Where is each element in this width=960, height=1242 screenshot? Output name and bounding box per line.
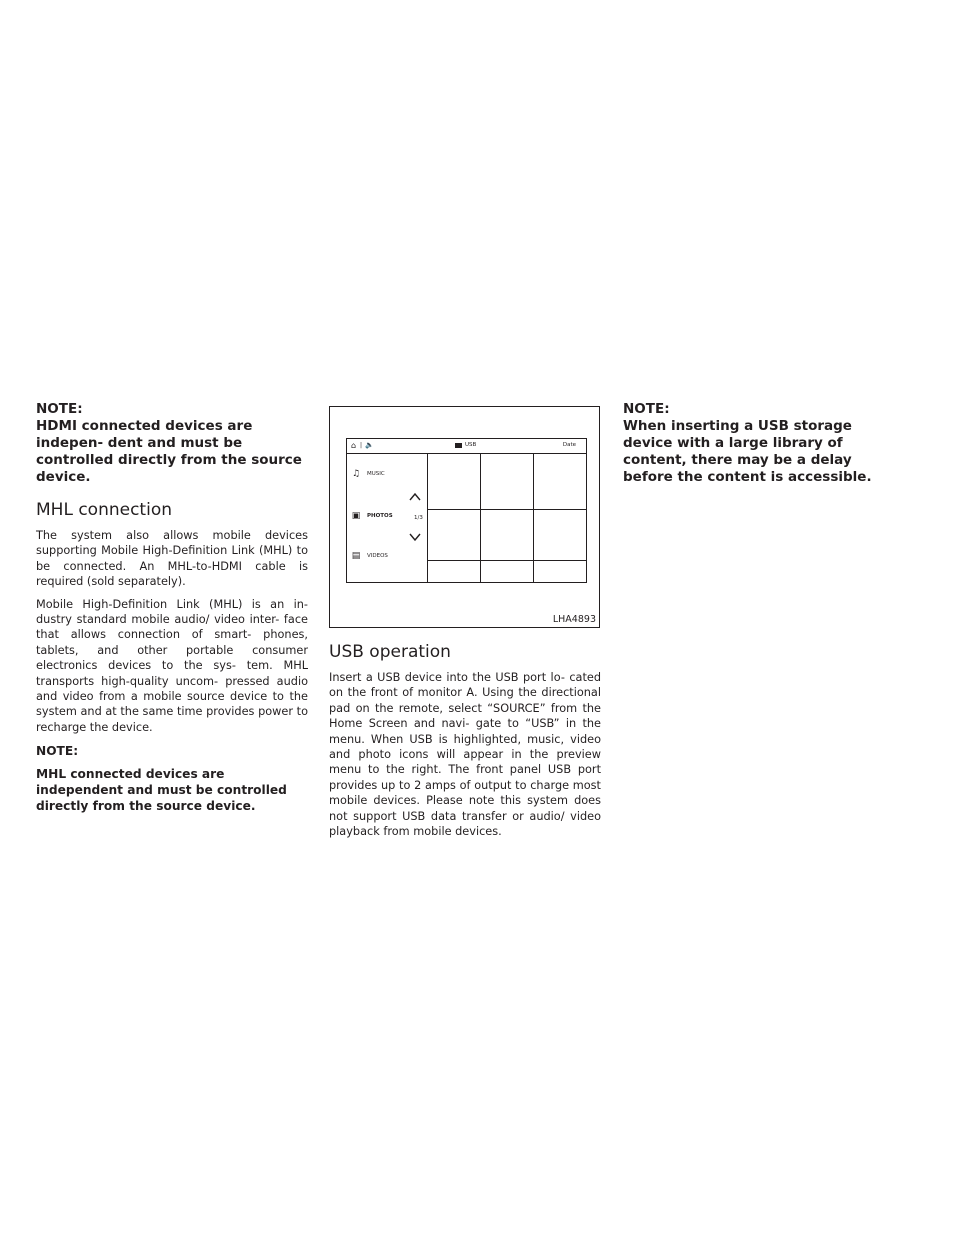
preview-cell [428,510,481,561]
note-title: NOTE: [36,744,79,759]
menu-item-photos [351,511,393,521]
heading-mhl-connection: MHL connection [36,500,172,520]
source-label: USB [465,442,477,448]
top-bar-separator: | [360,442,363,449]
chevron-down-icon [409,531,421,543]
column-left [36,401,308,814]
chevron-up-icon [409,491,421,503]
photo-icon: ▣ [351,511,361,521]
menu-item-label: VIDEOS [367,553,388,559]
menu-item-videos [351,551,388,561]
paragraph-mhl-intro: The system also allows mobile devices supporting Mobile High-Definition Link (MHL) to be connected. An MHL-to-HDMI cable is required (sold separately). [36,529,308,589]
note-title: NOTE: [36,401,83,417]
preview-grid [427,453,587,583]
speaker-icon: 🔈 [365,441,374,449]
menu-item-label: PHOTOS [367,513,393,519]
preview-cell [428,453,481,510]
preview-cell [481,453,534,510]
menu-item-music [351,469,385,479]
screen-top-bar [347,439,586,454]
heading-usb-operation: USB operation [329,642,451,662]
preview-cell [534,510,587,561]
note-mhl-body: MHL connected devices are independent and must be controlled directly from the source device. [36,767,287,814]
usb-source-icon [455,443,462,448]
column-middle [329,401,601,846]
paragraph-mhl-details: Mobile High-Definition Link (MHL) is an in- dustry standard mobile audio/ video inter- face that allows connection of smart- phones, tablets, and other portable consumer electronics devices to the sys- tem. MHL transports high-quality uncom- pressed audio and video from a mobile source device to the system and at the same time provides power to recharge the device. [36,597,308,734]
video-clapper-icon: ▤ [351,551,361,561]
page-indicator: 1/3 [414,515,423,521]
note-usb-storage-body: When inserting a USB storage device with a large library of content, there may be a delay before the content is accessible. [623,418,872,485]
usb-screen-figure [329,406,600,628]
menu-item-label: MUSIC [367,471,385,477]
music-note-icon: ♫ [351,469,361,479]
preview-cell [481,510,534,561]
figure-id-label: LHA4893 [552,614,596,625]
column-right [623,401,895,486]
preview-cell [428,561,481,583]
preview-cell [481,561,534,583]
date-label: Date [562,442,576,448]
preview-cell [534,453,587,510]
home-icon: ⌂ [351,441,357,450]
screen-illustration [346,438,587,583]
preview-cell [534,561,587,583]
paragraph-usb-operation: Insert a USB device into the USB port lo- cated on the front of monitor A. Using the directional pad on the remote, select “SOURCE” from the Home Screen and navi- gate to “USB” in the menu. When USB is highlighted, music, video and photo icons will appear in the preview menu to the right. The front panel USB port provides up to 2 amps of output to charge most mobile devices. Please note this system does not support USB data transfer or audio/ video playback from mobile devices. [329,671,601,839]
note-title: NOTE: [623,401,670,417]
note-hdmi-body: HDMI connected devices are indepen- dent and must be controlled directly from the source device. [36,418,302,485]
